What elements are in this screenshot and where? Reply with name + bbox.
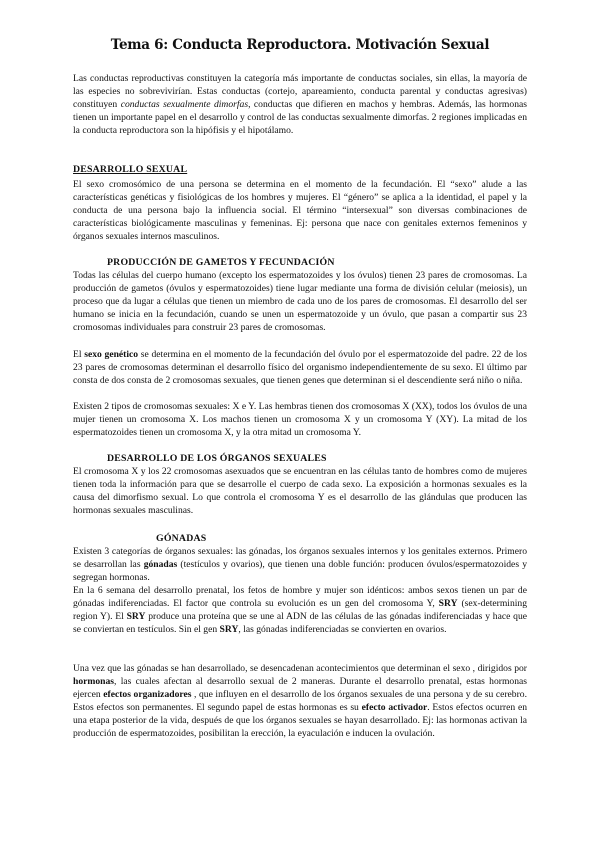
gonadas-p3-text-a: Una vez que las gónadas se han desarrollado, se desencadenan acontecimientos que determinan el sexo , dirigidos por bbox=[73, 663, 527, 674]
intro-paragraph bbox=[73, 72, 527, 137]
heading-gonadas: GÓNADAS bbox=[156, 533, 207, 544]
sry-term-3: SRY bbox=[219, 624, 239, 636]
gonadas-paragraph-3 bbox=[73, 662, 527, 741]
organos-paragraph: El cromosoma X y los 22 cromosomas asexuados que se encuentran en las células tanto de hombres como de mujeres tienen toda la información para que se desarrolle el cuerpo de cada sexo. La exposición a hormonas sexuales es la causa del dimorfismo sexual. Lo que controla el cromosoma Y es el desarrollo de las glándulas que producen las hormonas sexuales masculinas. bbox=[73, 466, 527, 517]
intro-text-2: , conductas que difieren en machos y hembras. Además, las hormonas tienen un importante papel en el desarrollo y control de las conductas sexualmente dimorfas. 2 regiones implicadas en la conducta reproductora son la hipófisis y el hipotálamo. bbox=[73, 99, 527, 137]
gonadas-paragraph-2 bbox=[73, 584, 527, 636]
desarrollo-sexual-paragraph: El sexo cromosómico de una persona se determina en el momento de la fecundación. El “sexo” alude a las características genéticas y fisiológicas de los hombres y mujeres. El “género” se aplica a la identidad, el papel y la conducta de una persona bajo la influencia social. El término “intersexual” son diversas combinaciones de características biológicamente masculinas y femeninas. Ej: persona que nace con genitales externos femeninos y órganos sexuales internos masculinos. bbox=[73, 179, 527, 243]
gametos-paragraph-2 bbox=[73, 348, 527, 387]
heading-desarrollo-sexual: DESARROLLO SEXUAL bbox=[73, 164, 188, 175]
gametos-paragraph-3: Existen 2 tipos de cromosomas sexuales: X e Y. Las hembras tienen dos cromosomas X (XX), todos los óvulos de una mujer tienen un cromosoma X. Los machos tienen un cromosoma X y un cromosoma Y (XY). La mitad de los espermatozoides tienen un cromosoma X, y la otra mitad un cromosoma Y. bbox=[73, 401, 527, 439]
gonadas-p2-text-g: , las gónadas indiferenciadas se convierten en ovarios. bbox=[238, 624, 447, 636]
gametos-p2-text-a: El bbox=[73, 349, 85, 360]
hormonas-term: hormonas bbox=[73, 676, 115, 688]
heading-gametos: PRODUCCIÓN DE GAMETOS Y FECUNDACIÓN bbox=[107, 257, 335, 268]
gonadas-p1-text-a: Existen 3 categorías de órganos sexuales: las gónadas, los órganos sexuales internos y los genitales externos. Primero se desarrollan las bbox=[73, 546, 527, 571]
sexo-genetico-term: sexo genético bbox=[84, 349, 139, 360]
intro-text-1: Las conductas reproductivas constituyen la categoría más importante de conductas sociales, sin ellas, la mayoría de las especies no sobrevivirían. Estas conductas (cortejo, apareamiento, conducta parental y conductas agresivas) constituyen bbox=[73, 73, 527, 111]
gonadas-p2-text-c: (sex-determining region Y). El bbox=[73, 598, 527, 623]
gonadas-term: gónadas bbox=[143, 559, 178, 571]
gonadas-p3-text-e: , que influyen en el desarrollo de los órganos sexuales de una persona y de su cerebro. Estos efectos son permanentes. El segundo papel de estas hormonas es su bbox=[73, 689, 527, 714]
sry-term-2: SRY bbox=[126, 611, 146, 623]
intro-emphasis: conductas sexualmente dimorfas bbox=[120, 99, 249, 111]
heading-organos-sexuales: DESARROLLO DE LOS ÓRGANOS SEXUALES bbox=[107, 453, 327, 464]
gonadas-p3-text-g: . Estos efectos ocurren en una etapa posterior de la vida, después de que los órganos sexuales se hayan desarrollado. Ej: las hormonas activan la producción de espermatozoides, posibilitan la erección, la eyaculación e inducen la ovulación. bbox=[73, 702, 527, 740]
gametos-p2-text-c: se determina en el momento de la fecundación del óvulo por el espermatozoide del padre. 22 de los 23 pares de cromosomas determinan el desarrollo físico del organismo independientemente de su sexo. El último par consta de dos consta de 2 cromosomas sexuales, que tienen genes que determinan si el descendiente será niño o niña. bbox=[73, 349, 527, 387]
efecto-activador-term: efecto activador bbox=[361, 702, 428, 714]
gonadas-p2-text-a: En la 6 semana del desarrollo prenatal, los fetos de hombre y mujer son idénticos: ambos sexos tienen un par de gónadas indiferenciadas. El factor que controla su evolución es un gen del cromosoma Y, bbox=[73, 585, 527, 610]
gonadas-p1-text-c: (testículos y ovarios), que tienen una doble función: producen óvulos/espermatozoides y segregan hormonas. bbox=[73, 559, 527, 584]
gonadas-paragraph-1 bbox=[73, 545, 527, 584]
gametos-paragraph-1: Todas las células del cuerpo humano (excepto los espermatozoides y los óvulos) tienen 23 pares de cromosomas. La producción de gametos (óvulos y espermatozoides) tiene lugar mediante una forma de división celular (meiosis), un proceso que da lugar a células que tienen un miembro de cada uno de los pares de cromosomas. El desarrollo del ser humano se inicia en la fecundación, cuando se unen un espermatozoide y un óvulo, que pasan a compartir sus 23 cromosomas individuales para construir 23 pares de cromosomas. bbox=[73, 270, 527, 334]
page-title: Tema 6: Conducta Reproductora. Motivación Sexual bbox=[110, 37, 490, 53]
sry-term-1: SRY bbox=[438, 598, 458, 610]
gonadas-p2-text-e: produce una proteína que se une al ADN de las células de las gónadas indiferenciadas y hace que se conviertan en testículos. Sin el gen bbox=[73, 611, 528, 636]
efectos-organizadores-term: efectos organizadores bbox=[103, 689, 192, 701]
gonadas-p3-text-c: , las cuales afectan al desarrollo sexual de 2 maneras. Durante el desarrollo prenatal, estas hormonas ejercen bbox=[73, 676, 527, 701]
